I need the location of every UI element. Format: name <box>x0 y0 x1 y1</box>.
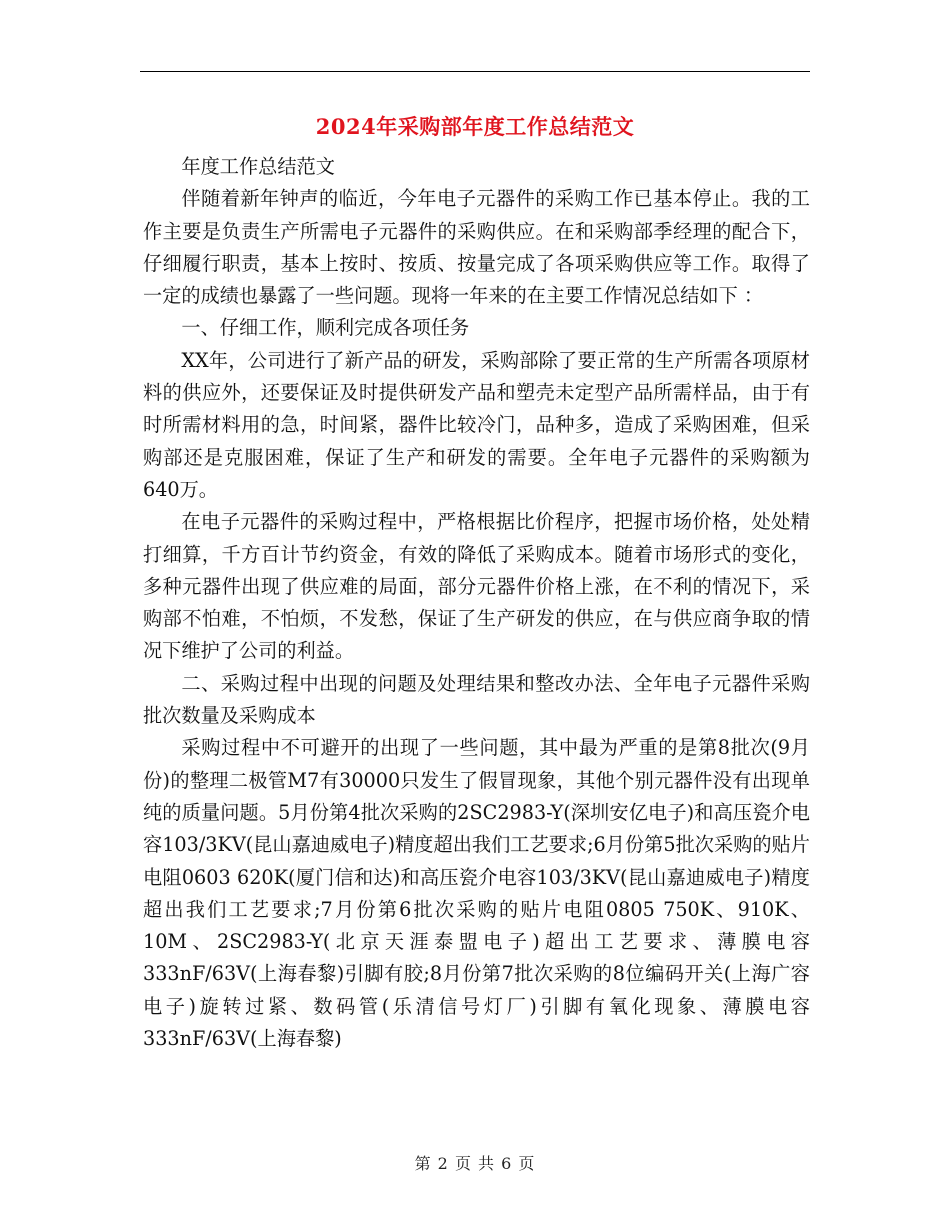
document-title: 2024年采购部年度工作总结范文 <box>315 114 635 139</box>
section-heading-2: 二、采购过程中出现的问题及处理结果和整改办法、全年电子元器件采购批次数量及采购成本 <box>143 671 810 728</box>
paragraph-cost-control: 在电子元器件的采购过程中，严格根据比价程序，把握市场价格，处处精打细算，千方百计节约资金，有效的降低了采购成本。随着市场形式的变化，多种元器件出现了供应难的局面，部分元器件价格上涨，在不利的情况下，采购部不怕难，不怕烦，不发愁，保证了生产研发的供应，在与供应商争取的情况下维护了公司的利益。 <box>143 510 810 663</box>
document-body <box>143 151 810 1055</box>
page-number: 第 2 页 共 6 页 <box>414 1154 536 1173</box>
paragraph-intro: 伴随着新年钟声的临近，今年电子元器件的采购工作已基本停止。我的工作主要是负责生产所需电子元器件的采购供应。在和采购部季经理的配合下，仔细履行职责，基本上按时、按质、按量完成了各项采购供应等工作。取得了一定的成绩也暴露了一些问题。现将一年来的在主要工作情况总结如下 ： <box>143 187 810 308</box>
paragraph-subtitle: 年度工作总结范文 <box>181 155 335 178</box>
paragraph-issues: 采购过程中不可避开的出现了一些问题，其中最为严重的是第8批次(9月份)的整理二极管M7有30000只发生了假冒现象，其他个别元器件没有出现单纯的质量问题。5月份第4批次采购的2SC2983-Y(深圳安亿电子)和高压瓷介电容103/3KV(昆山嘉迪威电子)精度超出我们工艺要求;6月份第5批次采购的贴片电阻0603 620K(厦门信和达)和高压瓷介电容103/3KV(昆山嘉迪威电子)精度超出我们工艺要求;7月份第6批次采购的贴片电阻0805 750K、910K、10M、2SC2983-Y(北京天涯泰盟电子)超出工艺要求、薄膜电容333nF/63V(上海春黎)引脚有胶;8月份第7批次采购的8位编码开关(上海广容电子)旋转过紧、数码管(乐清信号灯厂)引脚有氧化现象、薄膜电容333nF/63V(上海春黎) <box>143 736 810 1051</box>
header-rule <box>140 71 810 72</box>
paragraph-research: XX年，公司进行了新产品的研发，采购部除了要正常的生产所需各项原材料的供应外，还要保证及时提供研发产品和塑壳未定型产品所需样品，由于有时所需材料用的急，时间紧，器件比较冷门，品种多，造成了采购困难，但采购部还是克服困难，保证了生产和研发的需要。全年电子元器件的采购额为640万。 <box>143 348 810 501</box>
section-heading-1: 一、仔细工作，顺利完成各项任务 <box>181 316 470 340</box>
